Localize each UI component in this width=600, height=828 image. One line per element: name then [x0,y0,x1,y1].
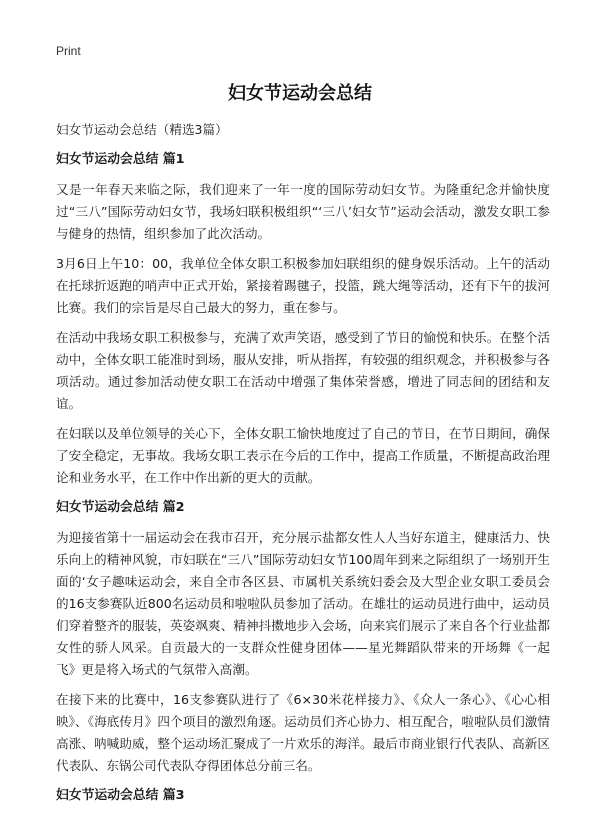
section-2-paragraph-2: 在接下来的比赛中，16支参赛队进行了《6×30米花样接力》、《众人一条心》、《心心相映》、《海底传月》四个项目的激烈角逐。运动员们齐心协力、相互配合，啦啦队员们激情高涨、呐喊助威，整个运动场汇聚成了一片欢乐的海洋。最后市商业银行代表队、高新区代表队、东锅公司代表队夺得团体总分前三名。 [56,692,550,773]
section-1-paragraph-1: 又是一年春天来临之际，我们迎来了一年一度的国际劳动妇女节。为隆重纪念并愉快度过“三八”国际劳动妇女节，我场妇联积极组织“‘三八’妇女节”运动会活动，激发女职工参与健身的热情，组织参加了此次活动。 [56,182,550,241]
section-heading-1: 妇女节运动会总结 篇1 [56,152,185,167]
document-body [56,119,550,815]
section-1-paragraph-4: 在妇联以及单位领导的关心下，全体女职工愉快地度过了自己的节日，在节日期间，确保了安全稳定，无事故。我场女职工表示在今后的工作中，提高工作质量，不断提高政治理论和业务水平，在工作中作出新的更大的贡献。 [56,426,550,485]
section-heading-2: 妇女节运动会总结 篇2 [56,500,185,515]
print-link[interactable]: Print [56,44,81,58]
section-1-paragraph-2: 3月6日上午10：00，我单位全体女职工积极参加妇联组织的健身娱乐活动。上午的活动在托球折返跑的哨声中正式开始，紧接着踢毽子，投篮，跳大绳等活动，还有下午的拔河比赛。我们的宗旨是尽自己最大的努力，重在参与。 [56,256,550,315]
document-subtitle: 妇女节运动会总结（精选3篇） [56,122,228,137]
section-1-paragraph-3: 在活动中我场女职工积极参与，充满了欢声笑语，感受到了节日的愉悦和快乐。在整个活动中，全体女职工能准时到场，服从安排，听从指挥，有较强的组织观念，并积极参与各项活动。通过参加活动使女职工在活动中增强了集体荣誉感，增进了同志间的团结和友谊。 [56,330,550,411]
page-title: 妇女节运动会总结 [228,83,372,104]
section-heading-3: 妇女节运动会总结 篇3 [56,788,185,803]
section-2-paragraph-1: 为迎接省第十一届运动会在我市召开，充分展示盐都女性人人当好东道主，健康活力、快乐向上的精神风貌，市妇联在“三八”国际劳动妇女节100周年到来之际组织了一场别开生面的‘女子趣味运动会，来自全市各区县、市属机关系统妇委会及大型企业女职工委员会的16支参赛队近800名运动员和啦啦队员参加了活动。在雄壮的运动员进行曲中，运动员们穿着整齐的服装，英姿飒爽、精神抖擞地步入会场，向来宾们展示了来自各个行业盐都女性的骄人风采。自贡最大的一支群众性健身团体——星光舞蹈队带来的开场舞《一起飞》更是将入场式的气氛带入高潮。 [56,530,550,677]
